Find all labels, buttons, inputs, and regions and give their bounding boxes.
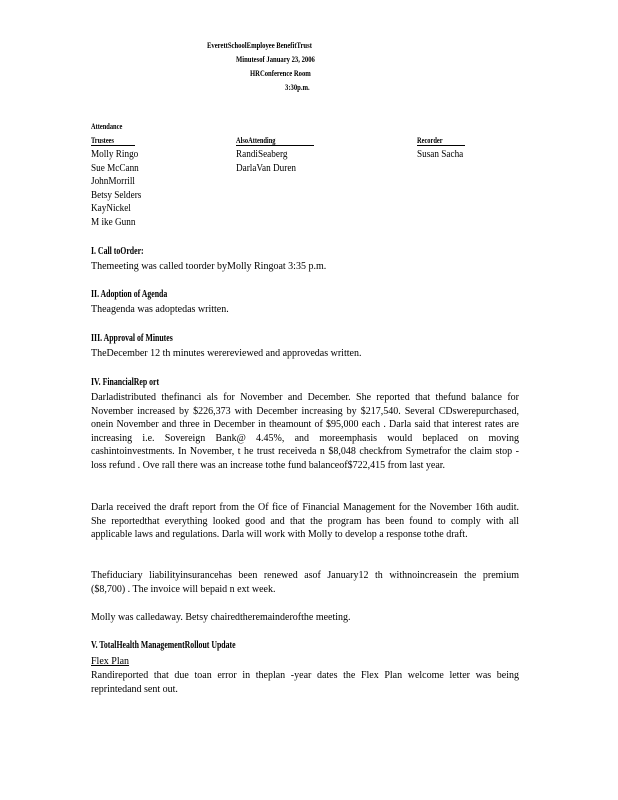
section-paragraph: TheDecember 12 th minutes werereviewed and approvedas written. xyxy=(91,348,362,359)
subheading-flex-plan: Flex Plan xyxy=(91,656,130,667)
section-title: V. TotalHealth ManagementRollout Update xyxy=(91,640,236,651)
section-paragraph: Thefiduciary liabilityinsurancehas been renewed asof January12 th withnoincreasein the premium ($8,700) . The invoice will bepaid n ext week. xyxy=(91,570,519,595)
section-title: I. Call toOrder: xyxy=(91,246,144,257)
section-paragraph: Darla received the draft report from the Of fice of Financial Management for the November 16th audit. She reportedthat everything looked good and that the program has been found to comply with all applicable laws and regulations. Darla will work with Molly to develop a response tothe draft. xyxy=(91,502,519,541)
also-attending-heading: AlsoAttending xyxy=(236,136,314,146)
trustees-heading: Trustees xyxy=(91,136,135,146)
section-paragraph: Randireported that due toan error in theplan -year dates the Flex Plan welcome letter was being reprintedand sent out. xyxy=(91,670,519,695)
trustee-name: M ike Gunn xyxy=(91,216,136,228)
recorder-name: Susan Sacha xyxy=(417,149,464,160)
header-line-1: EverettSchoolEmployee BenefitTrust xyxy=(207,40,312,50)
trustee-name: Sue McCann xyxy=(91,162,139,174)
section-title: IV. FinancialRep ort xyxy=(91,377,160,388)
attendee-name: DarlaVan Duren xyxy=(236,162,297,174)
recorder-list xyxy=(417,148,467,162)
section-paragraph: Molly was calledaway. Betsy chairedtheremainderofthe meeting. xyxy=(91,612,351,623)
section-paragraph: Theagenda was adoptedas written. xyxy=(91,304,229,315)
header-line-4: 3:30p.m. xyxy=(285,82,310,92)
trustee-name: Molly Ringo xyxy=(91,149,139,160)
section-title: III. Approval of Minutes xyxy=(91,333,173,344)
section-title: II. Adoption of Agenda xyxy=(91,289,168,300)
trustee-name: KayNickel xyxy=(91,203,131,215)
trustee-name: Betsy Selders xyxy=(91,189,142,201)
section-paragraph: Themeeting was called toorder byMolly Ringoat 3:35 p.m. xyxy=(91,261,327,272)
header-line-2: Minutesof January 23, 2006 xyxy=(236,54,315,64)
trustee-name: JohnMorrill xyxy=(91,176,135,188)
recorder-heading: Recorder xyxy=(417,136,465,146)
trustees-list xyxy=(91,148,146,230)
section-paragraph: Darladistributed thefinanci als for November and December. She reported that thefund balance for November increased by $226,373 with December increasing by $217,540. Several CDswerepurchased, onein November and three in December in theamount of $95,000 each . Darla said that interest rates are increasing i.e. Sovereign Bank@ 4.45%, and moreemphasis would beplaced on moving cashintoinvestments. In November, t he trust receiveda n $8,048 checkfrom Symetrafor the claim stop -loss refund . Ove rall there was an increase tothe fund balanceof$722,415 from last year. xyxy=(91,392,519,471)
also-attending-list xyxy=(236,148,301,175)
attendee-name: RandiSeaberg xyxy=(236,149,288,160)
attendance-title: Attendance xyxy=(91,122,123,131)
header-line-3: HRConference Room xyxy=(250,68,311,78)
